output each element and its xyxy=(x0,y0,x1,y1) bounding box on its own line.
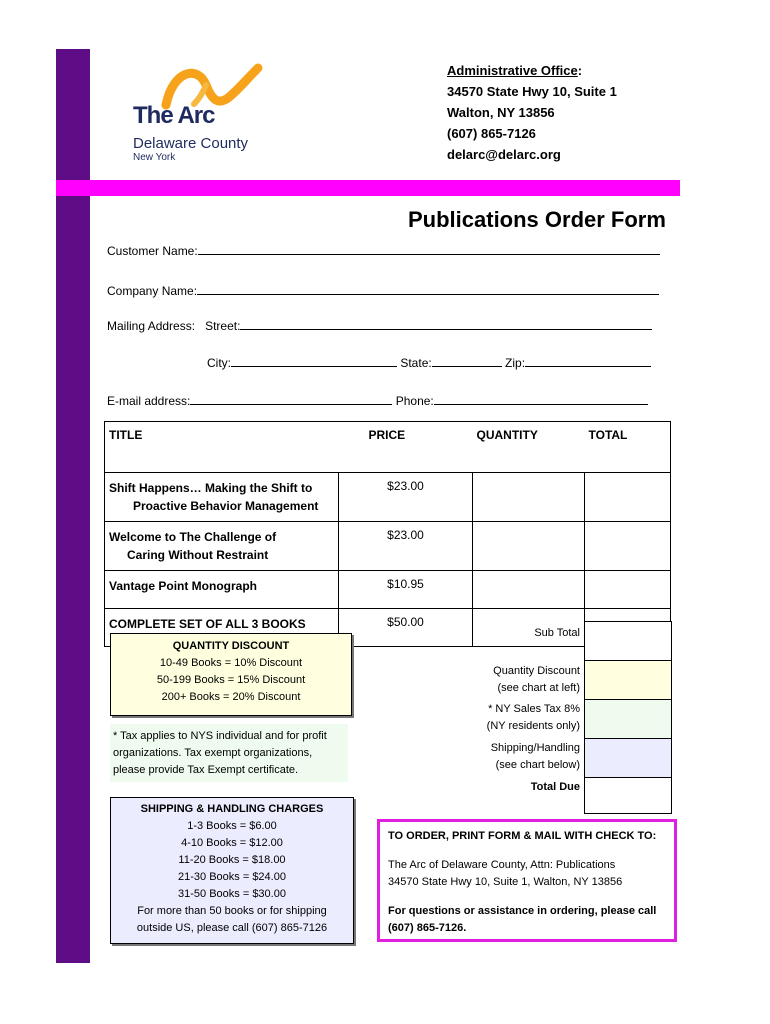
quantity-discount-label xyxy=(440,663,580,697)
total-input[interactable] xyxy=(585,571,671,609)
row-title xyxy=(105,473,339,522)
total-input[interactable] xyxy=(585,473,671,522)
shipping-line: Shipping/Handling xyxy=(490,742,580,754)
header-total: TOTAL xyxy=(585,422,671,473)
state-label: State: xyxy=(400,356,432,370)
order-heading: TO ORDER, PRINT FORM & MAIL WITH CHECK TO: xyxy=(388,830,657,842)
discount-line: 50-199 Books = 15% Discount xyxy=(156,674,306,686)
header-quantity: QUANTITY xyxy=(473,422,585,473)
header-price: PRICE xyxy=(339,422,473,473)
table-header-row xyxy=(105,422,671,473)
table-row xyxy=(105,522,671,571)
tax-note-line: organizations. Tax exempt organizations, xyxy=(113,747,313,759)
office-phone: (607) 865-7126 xyxy=(447,126,536,141)
office-address-block: Administrative Office: 34570 State Hwy 10, Suite 1 Walton, NY 13856 (607) 865-7126 delarc@delarc.org xyxy=(447,60,617,165)
row-price: $10.95 xyxy=(339,571,473,609)
sales-tax-label xyxy=(440,701,580,735)
sales-tax-line: * NY Sales Tax 8% xyxy=(488,703,580,715)
street-label: Street: xyxy=(205,319,241,333)
order-address-line: The Arc of Delaware County, Attn: Publications xyxy=(388,859,616,871)
quantity-input[interactable] xyxy=(473,473,585,522)
page-title: Publications Order Form xyxy=(408,207,666,232)
shipping-title: SHIPPING & HANDLING CHARGES xyxy=(140,803,324,815)
zip-label: Zip: xyxy=(505,356,526,370)
discount-line: 200+ Books = 20% Discount xyxy=(161,691,301,703)
order-table xyxy=(104,421,671,647)
customer-name-label: Customer Name: xyxy=(107,244,198,258)
logo-state: New York xyxy=(133,152,176,163)
sub-total-label: Sub Total xyxy=(534,627,580,639)
sales-tax-input[interactable] xyxy=(584,699,672,739)
company-name-label: Company Name: xyxy=(107,284,198,298)
office-address-1: 34570 State Hwy 10, Suite 1 xyxy=(447,84,617,99)
quantity-discount-line: Quantity Discount xyxy=(493,665,580,677)
questions-phone: (607) 865-7126. xyxy=(388,922,467,934)
row-price: $23.00 xyxy=(339,473,473,522)
logo-name: The Arc xyxy=(133,102,215,129)
questions-line: For questions or assistance in ordering, please call xyxy=(388,905,657,917)
email-label: E-mail address: xyxy=(107,394,191,408)
mailing-address-label: Mailing Address: xyxy=(107,319,196,333)
shipping-note: (see chart below) xyxy=(495,759,580,771)
office-label: Administrative Office xyxy=(447,63,578,78)
shipping-line: 31-50 Books = $30.00 xyxy=(178,888,286,900)
shipping-line: 1-3 Books = $6.00 xyxy=(187,820,277,832)
total-due-input[interactable] xyxy=(584,777,672,814)
row-title-line: Proactive Behavior Management xyxy=(133,499,319,513)
discount-title: QUANTITY DISCOUNT xyxy=(172,640,290,652)
sales-tax-note: (NY residents only) xyxy=(486,720,580,732)
email-phone-field[interactable] xyxy=(107,393,648,408)
shipping-line: outside US, please call (607) 865-7126 xyxy=(136,922,328,934)
city-label: City: xyxy=(207,356,231,370)
order-instructions-box xyxy=(377,819,677,942)
table-row xyxy=(105,473,671,522)
total-due-label: Total Due xyxy=(530,781,580,793)
shipping-label xyxy=(440,740,580,774)
office-address-2: Walton, NY 13856 xyxy=(447,105,555,120)
shipping-line: For more than 50 books or for shipping xyxy=(137,905,327,917)
row-title: Vantage Point Monograph xyxy=(105,571,339,609)
shipping-line: 21-30 Books = $24.00 xyxy=(178,871,286,883)
row-title-line: Welcome to The Challenge of xyxy=(109,530,277,544)
row-title-line: Caring Without Restraint xyxy=(127,548,269,562)
street-field[interactable] xyxy=(107,318,652,333)
phone-label: Phone: xyxy=(395,394,434,408)
row-title-line: Shift Happens… Making the Shift to xyxy=(109,481,313,495)
shipping-line: 4-10 Books = $12.00 xyxy=(181,837,283,849)
table-row xyxy=(105,571,671,609)
quantity-input[interactable] xyxy=(473,571,585,609)
tax-note xyxy=(110,724,348,782)
city-state-zip-field[interactable] xyxy=(207,355,651,370)
shipping-charges-box xyxy=(110,797,354,944)
shipping-input[interactable] xyxy=(584,738,672,778)
quantity-input[interactable] xyxy=(473,522,585,571)
quantity-discount-input[interactable] xyxy=(584,660,672,700)
header-title: TITLE xyxy=(105,422,339,473)
tax-note-line: please provide Tax Exempt certificate. xyxy=(113,764,299,776)
row-title: COMPLETE SET OF ALL 3 BOOKS xyxy=(105,609,339,647)
sub-total-input[interactable] xyxy=(584,621,672,661)
magenta-header-bar xyxy=(56,180,680,196)
row-price: $50.00 xyxy=(339,609,473,647)
quantity-discount-box xyxy=(110,633,352,716)
tax-note-line: * Tax applies to NYS individual and for profit xyxy=(113,730,327,742)
row-price: $23.00 xyxy=(339,522,473,571)
shipping-line: 11-20 Books = $18.00 xyxy=(178,854,286,866)
customer-name-field[interactable] xyxy=(107,243,660,258)
total-input[interactable] xyxy=(585,522,671,571)
quantity-discount-note: (see chart at left) xyxy=(497,682,580,694)
logo-county: Delaware County xyxy=(133,135,249,152)
company-name-field[interactable] xyxy=(107,283,659,298)
order-address-line: 34570 State Hwy 10, Suite 1, Walton, NY 13856 xyxy=(388,876,623,888)
row-title xyxy=(105,522,339,571)
discount-line: 10-49 Books = 10% Discount xyxy=(159,657,303,669)
office-email: delarc@delarc.org xyxy=(447,147,561,162)
